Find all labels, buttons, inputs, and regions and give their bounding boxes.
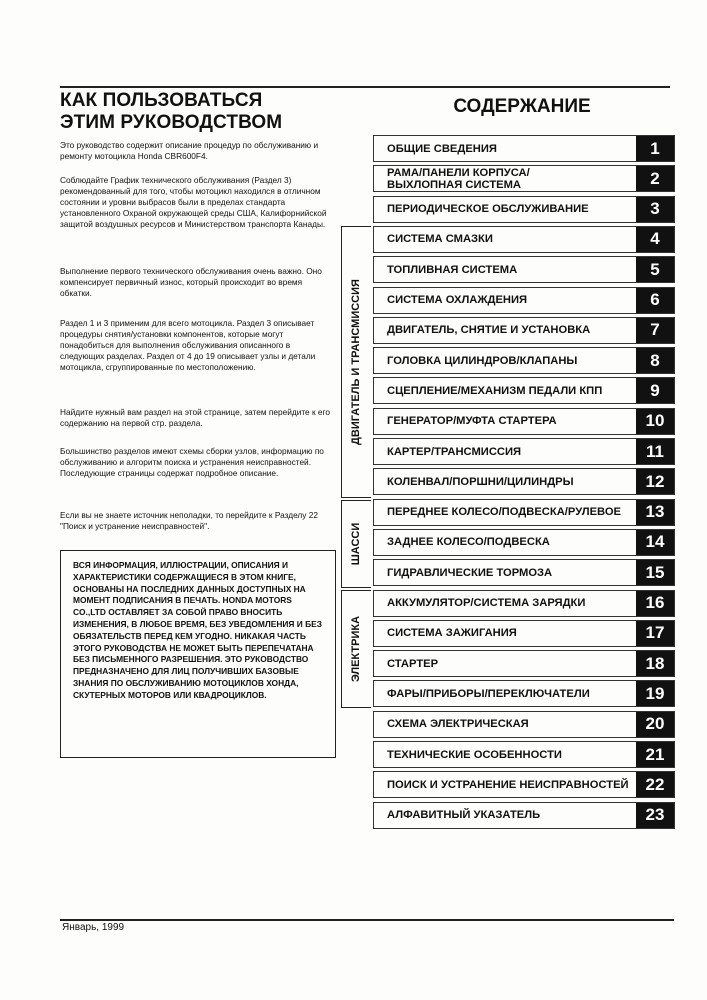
- toc-item-19[interactable]: [373, 680, 675, 707]
- toc-item-label: АЛФАВИТНЫЙ УКАЗАТЕЛЬ: [387, 809, 541, 822]
- toc-item-number: 10: [636, 409, 674, 434]
- paragraph-intro: Это руководство содержит описание процедур по обслуживанию и ремонту мотоцикла Honda CBR600F4.: [60, 140, 319, 161]
- toc-item-number: 18: [636, 651, 674, 676]
- how-to-use-title: [60, 90, 282, 134]
- toc-item-number: 22: [636, 772, 674, 797]
- toc-item-number: 9: [636, 378, 674, 403]
- toc-item-number: 7: [636, 318, 674, 343]
- toc-item-23[interactable]: [373, 802, 675, 829]
- toc-item-number: 13: [636, 500, 674, 525]
- group-label-electrical: ЭЛЕКТРИКА: [350, 615, 362, 683]
- toc-item-6[interactable]: [373, 287, 675, 314]
- paragraph-maintenance-schedule: Соблюдайте График технического обслуживания (Раздел 3) рекомендованный для того, чтобы мотоцикл находился в отличном состоянии и уровни выбрасов были в пределах стандарта установленного Охраной окружающей среды США, Калифорнийской защитой воздушных ресурсов и Министерством транспорта Канады.: [60, 175, 327, 229]
- toc-item-number: 23: [636, 803, 674, 828]
- toc-item-label: ЗАДНЕЕ КОЛЕСО/ПОДВЕСКА: [387, 536, 550, 549]
- group-label-chassis: ШАССИ: [350, 522, 362, 566]
- paragraph-troubleshooting: Если вы не знаете источник неполадки, то перейдите к Разделу 22 "Поиск и устранение неисправностей".: [60, 510, 318, 531]
- copyright-notice-box: [60, 550, 336, 758]
- toc-item-label: КОЛЕНВАЛ/ПОРШНИ/ЦИЛИНДРЫ: [387, 475, 574, 488]
- toc-item-label: ФАРЫ/ПРИБОРЫ/ПЕРЕКЛЮЧАТЕЛИ: [387, 687, 590, 700]
- toc-item-7[interactable]: [373, 317, 675, 344]
- paragraph-find-section: Найдите нужный вам раздел на этой странице, затем перейдите к его содержанию на первой стр. раздела.: [60, 407, 330, 428]
- toc-item-number: 11: [636, 439, 674, 464]
- toc-item-label: КАРТЕР/ТРАНСМИССИЯ: [387, 445, 522, 458]
- toc-item-label: РАМА/ПАНЕЛИ КОРПУСА/ ВЫХЛОПНАЯ СИСТЕМА: [387, 166, 530, 191]
- toc-item-15[interactable]: [373, 559, 675, 586]
- toc-item-number: 12: [636, 469, 674, 494]
- toc-item-label: СЦЕПЛЕНИЕ/МЕХАНИЗМ ПЕДАЛИ КПП: [387, 384, 603, 397]
- toc-item-number: 5: [636, 257, 674, 282]
- toc-item-label: ГЕНЕРАТОР/МУФТА СТАРТЕРА: [387, 415, 557, 428]
- toc-item-9[interactable]: [373, 377, 675, 404]
- toc-item-3[interactable]: [373, 196, 675, 223]
- toc-item-8[interactable]: [373, 347, 675, 374]
- toc-item-22[interactable]: [373, 771, 675, 798]
- toc-item-label: ОБЩИЕ СВЕДЕНИЯ: [387, 142, 497, 155]
- toc-item-label: ДВИГАТЕЛЬ, СНЯТИЕ И УСТАНОВКА: [387, 324, 591, 337]
- toc-item-13[interactable]: [373, 499, 675, 526]
- paragraph-following-pages: Последующие страницы содержат подробное описание.: [60, 468, 279, 478]
- toc-item-label: СТАРТЕР: [387, 657, 439, 670]
- bottom-rule: [60, 919, 674, 921]
- footer-date: Январь, 1999: [62, 922, 125, 933]
- paragraph-first-service: Выполнение первого технического обслуживания очень важно. Оно компенсирует первичный износ, который происходит во время обкатки.: [60, 266, 322, 298]
- copyright-notice-text: ВСЯ ИНФОРМАЦИЯ, ИЛЛЮСТРАЦИИ, ОПИСАНИЯ И ХАРАКТЕРИСТИКИ СОДЕРЖАЩИЕСЯ В ЭТОМ КНИГЕ, ОСНОВАНЫ НА ПОСЛЕДНИХ ДАННЫХ ДОСТУПНЫХ НА МОМЕНТ ПОДПИСАНИЯ В ПЕЧАТЬ. HONDA MOTORS CO.,LTD ОСТАВЛЯЕТ ЗА СОБОЙ ПРАВО ВНОСИТЬ ИЗМЕНЕНИЯ, В ЛЮБОЕ ВРЕМЯ, БЕЗ УВЕДОМЛЕНИЯ И БЕЗ ОБЯЗАТЕЛЬСТВ ПЕРЕД КЕМ УГОДНО. НИКАКАЯ ЧАСТЬ ЭТОГО РУКОВОДСТВА НЕ МОЖЕТ БЫТЬ ПЕРЕПЕЧАТАНА БЕЗ ПИСЬМЕННОГО РАЗРЕШЕНИЯ. ЭТО РУКОВОДСТВО ПРЕДНАЗНАЧЕНО ДЛЯ ЛИЦ ПОЛУЧИВШИХ БАЗОВЫЕ ЗНАНИЯ ПО ОБСЛУЖИВАНИЮ МОТОЦИКЛОВ ХОНДА, СКУТЕРНЫХ МОТОРОВ ИЛИ КВАДРОЦИКЛОВ.: [73, 560, 322, 700]
- toc-item-12[interactable]: [373, 468, 675, 495]
- toc-item-label: СХЕМА ЭЛЕКТРИЧЕСКАЯ: [387, 718, 529, 731]
- toc-item-label: ГОЛОВКА ЦИЛИНДРОВ/КЛАПАНЫ: [387, 354, 578, 367]
- toc-item-1[interactable]: [373, 135, 675, 162]
- toc-item-17[interactable]: [373, 620, 675, 647]
- toc-item-number: 3: [636, 197, 674, 222]
- toc-item-number: 20: [636, 712, 674, 737]
- toc-item-label: СИСТЕМА ЗАЖИГАНИЯ: [387, 627, 517, 640]
- paragraph-sections: Раздел 1 и 3 применим для всего мотоцикла. Раздел 3 описывает процедуры снятия/установки компонентов, которые могут понадобиться для выполнения обслуживания описанного в следующих разделах. Раздел от 4 до 19 описывает узлы и детали мотоцикла, сгруппированные по местоположению.: [60, 318, 316, 372]
- toc-item-number: 2: [636, 166, 674, 191]
- toc-item-number: 4: [636, 227, 674, 252]
- toc-item-5[interactable]: [373, 256, 675, 283]
- toc-item-number: 8: [636, 348, 674, 373]
- top-rule: [60, 86, 670, 88]
- group-label-engine: ДВИГАТЕЛЬ И ТРАНСМИССИЯ: [350, 279, 362, 445]
- paragraph-diagrams-text: Большинство разделов имеют схемы сборки узлов, информацию по обслуживанию и алгоритм поиска и устранения неисправностей.: [60, 446, 324, 467]
- toc-item-number: 15: [636, 560, 674, 585]
- toc-item-label: ТЕХНИЧЕСКИЕ ОСОБЕННОСТИ: [387, 748, 562, 761]
- toc-item-20[interactable]: [373, 711, 675, 738]
- toc-item-number: 16: [636, 591, 674, 616]
- toc-item-number: 19: [636, 681, 674, 706]
- toc-item-number: 1: [636, 136, 674, 161]
- toc-item-18[interactable]: [373, 650, 675, 677]
- toc-item-number: 17: [636, 621, 674, 646]
- toc-item-2[interactable]: [373, 165, 675, 192]
- toc-item-4[interactable]: [373, 226, 675, 253]
- toc-item-label: ПЕРЕДНЕЕ КОЛЕСО/ПОДВЕСКА/РУЛЕВОЕ: [387, 506, 622, 519]
- toc-item-label: СИСТЕМА ОХЛАЖДЕНИЯ: [387, 294, 528, 306]
- toc-item-label: ПОИСК И УСТРАНЕНИЕ НЕИСПРАВНОСТЕЙ: [387, 778, 629, 791]
- contents-title: СОДЕРЖАНИЕ: [453, 96, 591, 117]
- toc-item-label: ТОПЛИВНАЯ СИСТЕМА: [387, 263, 518, 276]
- toc-item-number: 6: [636, 288, 674, 313]
- paragraph-diagrams: [60, 446, 332, 479]
- toc-item-21[interactable]: [373, 741, 675, 768]
- toc-item-label: АККУМУЛЯТОР/СИСТЕМА ЗАРЯДКИ: [387, 597, 586, 609]
- toc-item-number: 14: [636, 530, 674, 555]
- toc-item-16[interactable]: [373, 590, 675, 617]
- toc-item-11[interactable]: [373, 438, 675, 465]
- toc-item-10[interactable]: [373, 408, 675, 435]
- toc-item-label: ГИДРАВЛИЧЕСКИЕ ТОРМОЗА: [387, 566, 553, 579]
- toc-item-label: ПЕРИОДИЧЕСКОЕ ОБСЛУЖИВАНИЕ: [387, 203, 589, 216]
- how-to-use-title-line2: ЭТИМ РУКОВОДСТВОМ: [60, 112, 283, 133]
- how-to-use-title-line1: КАК ПОЛЬЗОВАТЬСЯ: [60, 90, 263, 111]
- toc-item-label: СИСТЕМА СМАЗКИ: [387, 233, 493, 246]
- toc-item-14[interactable]: [373, 529, 675, 556]
- toc-item-number: 21: [636, 742, 674, 767]
